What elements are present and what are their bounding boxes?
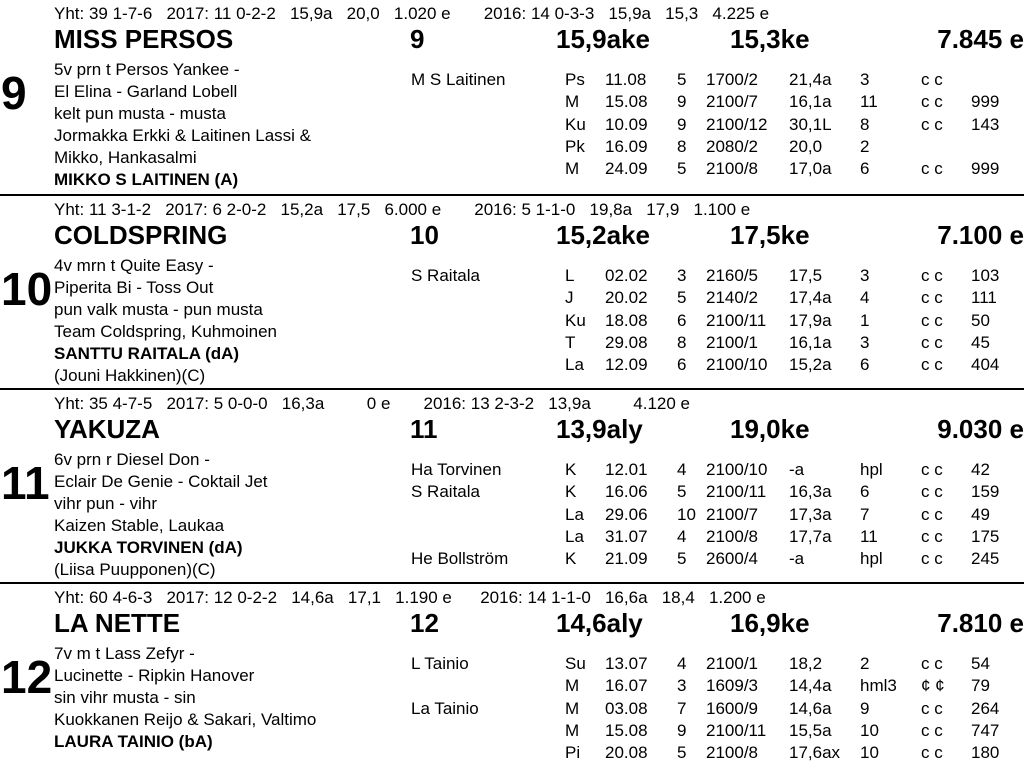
start-time: 17,3a [789, 504, 832, 524]
start-shoes: c c [921, 159, 943, 179]
start-track: K [565, 460, 577, 479]
start-number: 10 [410, 220, 439, 250]
horse-info-line: 5v prn t Persos Yankee - [54, 60, 240, 79]
start-race-number: 5 [677, 743, 687, 763]
start-odds: 54 [971, 654, 990, 673]
horse-info-line: Mikko, Hankasalmi [54, 148, 197, 167]
start-track: La [565, 355, 584, 375]
start-race-number: 8 [677, 136, 687, 156]
start-distance-post: 1609/3 [706, 676, 758, 696]
start-track: M [565, 92, 580, 112]
start-date: 24.09 [605, 159, 648, 179]
start-odds: 45 [971, 332, 990, 352]
start-date: 03.08 [605, 698, 648, 718]
start-shoes: c c [921, 504, 943, 524]
start-distance-post: 1700/2 [706, 70, 758, 89]
start-shoes: c c [921, 460, 943, 479]
horse-info-line: 6v prn r Diesel Don - [54, 450, 210, 469]
start-time: 17,7a [789, 526, 832, 546]
start-number: 12 [410, 608, 439, 638]
horse-info-line: sin vihr musta - sin [54, 688, 196, 707]
start-placing: 1 [860, 310, 870, 330]
start-shoes: c c [921, 332, 943, 352]
start-date: 10.09 [605, 114, 648, 134]
start-shoes: c c [921, 310, 943, 330]
start-race-number: 3 [677, 676, 687, 696]
start-race-number: 9 [677, 114, 687, 134]
start-race-number: 6 [677, 355, 687, 375]
horse-info-line: vihr pun - vihr [54, 494, 157, 513]
start-date: 29.06 [605, 504, 648, 524]
start-distance-post: 2100/1 [706, 654, 758, 673]
start-date: 29.08 [605, 332, 648, 352]
start-date: 12.01 [605, 460, 648, 479]
horse-entry [0, 390, 1024, 584]
start-number: 11 [410, 414, 438, 444]
start-time: 21,4a [789, 70, 832, 89]
program-number: 11 [1, 457, 50, 509]
start-odds: 50 [971, 310, 990, 330]
start-date: 02.02 [605, 266, 648, 285]
start-time: 14,6a [789, 698, 832, 718]
start-shoes: c c [921, 720, 943, 740]
horse-info-line: Piperita Bi - Toss Out [54, 278, 214, 297]
start-date: 31.07 [605, 526, 648, 546]
start-date: 15.08 [605, 92, 648, 112]
start-distance-post: 2100/7 [706, 92, 758, 112]
start-date: 13.07 [605, 654, 648, 673]
start-placing: hpl [860, 460, 883, 479]
start-odds: 103 [971, 266, 1000, 285]
horse-info-line: Kaizen Stable, Laukaa [54, 516, 225, 535]
earnings: 7.845 e [937, 24, 1024, 54]
horse-info-line: Eclair De Genie - Coktail Jet [54, 472, 268, 491]
start-time: 20,0 [789, 136, 823, 156]
earnings: 7.810 e [937, 608, 1024, 638]
start-odds: 175 [971, 526, 1000, 546]
start-race-number: 9 [677, 92, 687, 112]
trainer-name: (Liisa Puupponen)(C) [54, 560, 216, 579]
entry-divider [0, 194, 1024, 196]
start-time: 17,9a [789, 310, 832, 330]
start-distance-post: 2140/2 [706, 288, 758, 308]
horse-name: LA NETTE [54, 608, 181, 638]
start-placing: 6 [860, 159, 870, 179]
start-time: -a [789, 549, 805, 569]
start-shoes: c c [921, 743, 943, 763]
start-odds: 143 [971, 114, 1000, 134]
horse-info-line: kelt pun musta - musta [54, 104, 226, 123]
start-odds: 180 [971, 743, 1000, 763]
record-time-secondary: 16,9ke [730, 608, 810, 638]
start-placing: 2 [860, 654, 870, 673]
start-distance-post: 2100/8 [706, 743, 758, 763]
start-driver: La Tainio [411, 698, 479, 718]
record-time: 15,9ake [556, 24, 650, 54]
start-race-number: 4 [677, 654, 687, 673]
horse-entry [0, 196, 1024, 390]
start-time: 16,1a [789, 92, 832, 112]
start-date: 16.06 [605, 482, 648, 502]
start-placing: 3 [860, 70, 870, 89]
driver-name: MIKKO S LAITINEN (A) [54, 170, 239, 189]
start-odds: 747 [971, 720, 1000, 740]
start-track: La [565, 504, 584, 524]
start-time: 17,4a [789, 288, 832, 308]
start-track: M [565, 676, 580, 696]
program-number: 12 [1, 651, 53, 703]
start-shoes: c c [921, 549, 943, 569]
start-track: Su [565, 654, 586, 673]
horse-info-line: Kuokkanen Reijo & Sakari, Valtimo [54, 710, 317, 729]
horse-name: MISS PERSOS [54, 24, 234, 54]
start-track: K [565, 549, 577, 569]
start-placing: 10 [860, 743, 879, 763]
start-time: 14,4a [789, 676, 832, 696]
start-shoes: c c [921, 266, 943, 285]
start-odds: 264 [971, 698, 1000, 718]
start-odds: 999 [971, 92, 1000, 112]
start-placing: 11 [860, 92, 878, 112]
start-shoes: c c [921, 114, 943, 134]
start-race-number: 8 [677, 332, 687, 352]
start-shoes: c c [921, 698, 943, 718]
start-track: Pi [565, 743, 581, 763]
start-date: 18.08 [605, 310, 648, 330]
start-distance-post: 2100/7 [706, 504, 758, 524]
start-odds: 245 [971, 549, 1000, 569]
start-placing: hml3 [860, 676, 897, 696]
start-driver: He Bollström [411, 549, 509, 569]
earnings: 9.030 e [937, 414, 1024, 444]
start-placing: 3 [860, 332, 870, 352]
start-distance-post: 2100/12 [706, 114, 768, 134]
start-race-number: 3 [677, 266, 687, 285]
start-placing: 3 [860, 266, 870, 285]
horse-info-line: 7v m t Lass Zefyr - [54, 644, 195, 663]
start-time: 16,1a [789, 332, 832, 352]
start-track: M [565, 720, 580, 740]
start-placing: 9 [860, 698, 870, 718]
start-time: 17,5 [789, 266, 823, 285]
record-time: 13,9aly [556, 414, 643, 444]
start-track: M [565, 159, 580, 179]
start-placing: 6 [860, 482, 870, 502]
start-date: 15.08 [605, 720, 648, 740]
horse-name: YAKUZA [54, 414, 160, 444]
start-track: Ku [565, 310, 586, 330]
start-track: L [565, 266, 575, 285]
start-distance-post: 2100/11 [706, 720, 767, 740]
horse-info-line: 4v mrn t Quite Easy - [54, 256, 214, 275]
start-time: 17,0a [789, 159, 832, 179]
start-time: 18,2 [789, 654, 823, 673]
career-stats-line: Yht: 39 1-7-6 2017: 11 0-2-2 15,9a 20,0 1.020 e 2016: 14 0-3-3 15,9a 15,3 4.225 e [54, 4, 770, 23]
start-driver: M S Laitinen [411, 70, 506, 89]
start-date: 12.09 [605, 355, 648, 375]
start-distance-post: 2100/8 [706, 526, 758, 546]
start-placing: 2 [860, 136, 870, 156]
start-driver: L Tainio [411, 654, 469, 673]
start-placing: 10 [860, 720, 879, 740]
earnings: 7.100 e [937, 220, 1024, 250]
start-race-number: 7 [677, 698, 687, 718]
start-shoes: c c [921, 92, 943, 112]
start-track: La [565, 526, 584, 546]
start-time: 30,1L [789, 114, 832, 134]
entry-divider [0, 582, 1024, 584]
horse-entry [0, 0, 1024, 194]
start-distance-post: 2100/1 [706, 332, 758, 352]
start-race-number: 6 [677, 310, 687, 330]
horse-info-line: Team Coldspring, Kuhmoinen [54, 322, 278, 341]
start-time: 17,6ax [789, 743, 841, 763]
start-distance-post: 2100/10 [706, 460, 768, 479]
driver-name: JUKKA TORVINEN (dA) [54, 538, 243, 557]
start-odds: 79 [971, 676, 990, 696]
horse-entry [0, 584, 1024, 778]
start-date: 20.08 [605, 743, 648, 763]
entry-divider [0, 388, 1024, 390]
start-race-number: 5 [677, 288, 687, 308]
start-distance-post: 2600/4 [706, 549, 758, 569]
start-race-number: 5 [677, 482, 687, 502]
start-track: J [565, 288, 574, 308]
start-distance-post: 2100/10 [706, 355, 768, 375]
driver-name: SANTTU RAITALA (dA) [54, 344, 240, 363]
start-shoes: c c [921, 526, 943, 546]
start-race-number: 9 [677, 720, 687, 740]
start-track: Ps [565, 70, 585, 89]
start-distance-post: 2100/11 [706, 482, 767, 502]
horse-info-line: Jormakka Erkki & Laitinen Lassi & [54, 126, 311, 145]
horse-info-line: El Elina - Garland Lobell [54, 82, 238, 101]
start-distance-post: 2100/8 [706, 159, 758, 179]
start-odds: 404 [971, 355, 1000, 375]
start-shoes: c c [921, 482, 943, 502]
start-driver: S Raitala [411, 482, 480, 502]
start-placing: hpl [860, 549, 883, 569]
start-driver: Ha Torvinen [411, 460, 502, 479]
start-placing: 8 [860, 114, 870, 134]
start-odds: 159 [971, 482, 1000, 502]
start-date: 16.09 [605, 136, 648, 156]
start-odds: 42 [971, 460, 990, 479]
start-shoes: c c [921, 288, 943, 308]
start-shoes: ¢ ¢ [921, 676, 945, 696]
start-date: 11.08 [605, 70, 647, 89]
start-distance-post: 2080/2 [706, 136, 758, 156]
start-time: 15,2a [789, 355, 832, 375]
start-shoes: c c [921, 654, 943, 673]
record-time: 15,2ake [556, 220, 650, 250]
start-distance-post: 2100/11 [706, 310, 767, 330]
start-number: 9 [410, 24, 425, 54]
program-number: 9 [1, 67, 27, 119]
horse-info-line: Lucinette - Ripkin Hanover [54, 666, 255, 685]
start-odds: 999 [971, 159, 1000, 179]
horse-name: COLDSPRING [54, 220, 228, 250]
start-odds: 49 [971, 504, 990, 524]
start-race-number: 5 [677, 549, 687, 569]
start-race-number: 5 [677, 159, 687, 179]
start-shoes: c c [921, 70, 943, 89]
start-placing: 4 [860, 288, 870, 308]
career-stats-line: Yht: 60 4-6-3 2017: 12 0-2-2 14,6a 17,1 1.190 e 2016: 14 1-1-0 16,6a 18,4 1.200 e [54, 588, 766, 607]
start-placing: 11 [860, 526, 878, 546]
record-time-secondary: 15,3ke [730, 24, 810, 54]
start-race-number: 4 [677, 460, 687, 479]
driver-name: LAURA TAINIO (bA) [54, 732, 213, 751]
career-stats-line: Yht: 35 4-7-5 2017: 5 0-0-0 16,3a 0 e 2016: 13 2-3-2 13,9a 4.120 e [54, 394, 691, 413]
start-placing: 7 [860, 504, 870, 524]
start-race-number: 4 [677, 526, 687, 546]
career-stats-line: Yht: 11 3-1-2 2017: 6 2-0-2 15,2a 17,5 6.000 e 2016: 5 1-1-0 19,8a 17,9 1.100 e [54, 200, 751, 219]
start-track: Ku [565, 114, 586, 134]
start-track: T [565, 332, 576, 352]
start-distance-post: 2160/5 [706, 266, 758, 285]
start-odds: 111 [971, 288, 997, 308]
start-date: 20.02 [605, 288, 648, 308]
start-time: -a [789, 460, 805, 479]
start-track: Pk [565, 136, 585, 156]
start-placing: 6 [860, 355, 870, 375]
horse-info-line: pun valk musta - pun musta [54, 300, 263, 319]
record-time-secondary: 19,0ke [730, 414, 810, 444]
start-distance-post: 1600/9 [706, 698, 758, 718]
start-shoes: c c [921, 355, 943, 375]
start-driver: S Raitala [411, 266, 480, 285]
record-time-secondary: 17,5ke [730, 220, 810, 250]
program-number: 10 [1, 263, 53, 315]
start-track: M [565, 698, 580, 718]
record-time: 14,6aly [556, 608, 643, 638]
start-race-number: 5 [677, 70, 687, 89]
start-time: 16,3a [789, 482, 832, 502]
start-time: 15,5a [789, 720, 832, 740]
trainer-name: (Jouni Hakkinen)(C) [54, 366, 206, 385]
start-date: 21.09 [605, 549, 648, 569]
start-track: K [565, 482, 577, 502]
start-race-number: 10 [677, 504, 696, 524]
start-date: 16.07 [605, 676, 648, 696]
